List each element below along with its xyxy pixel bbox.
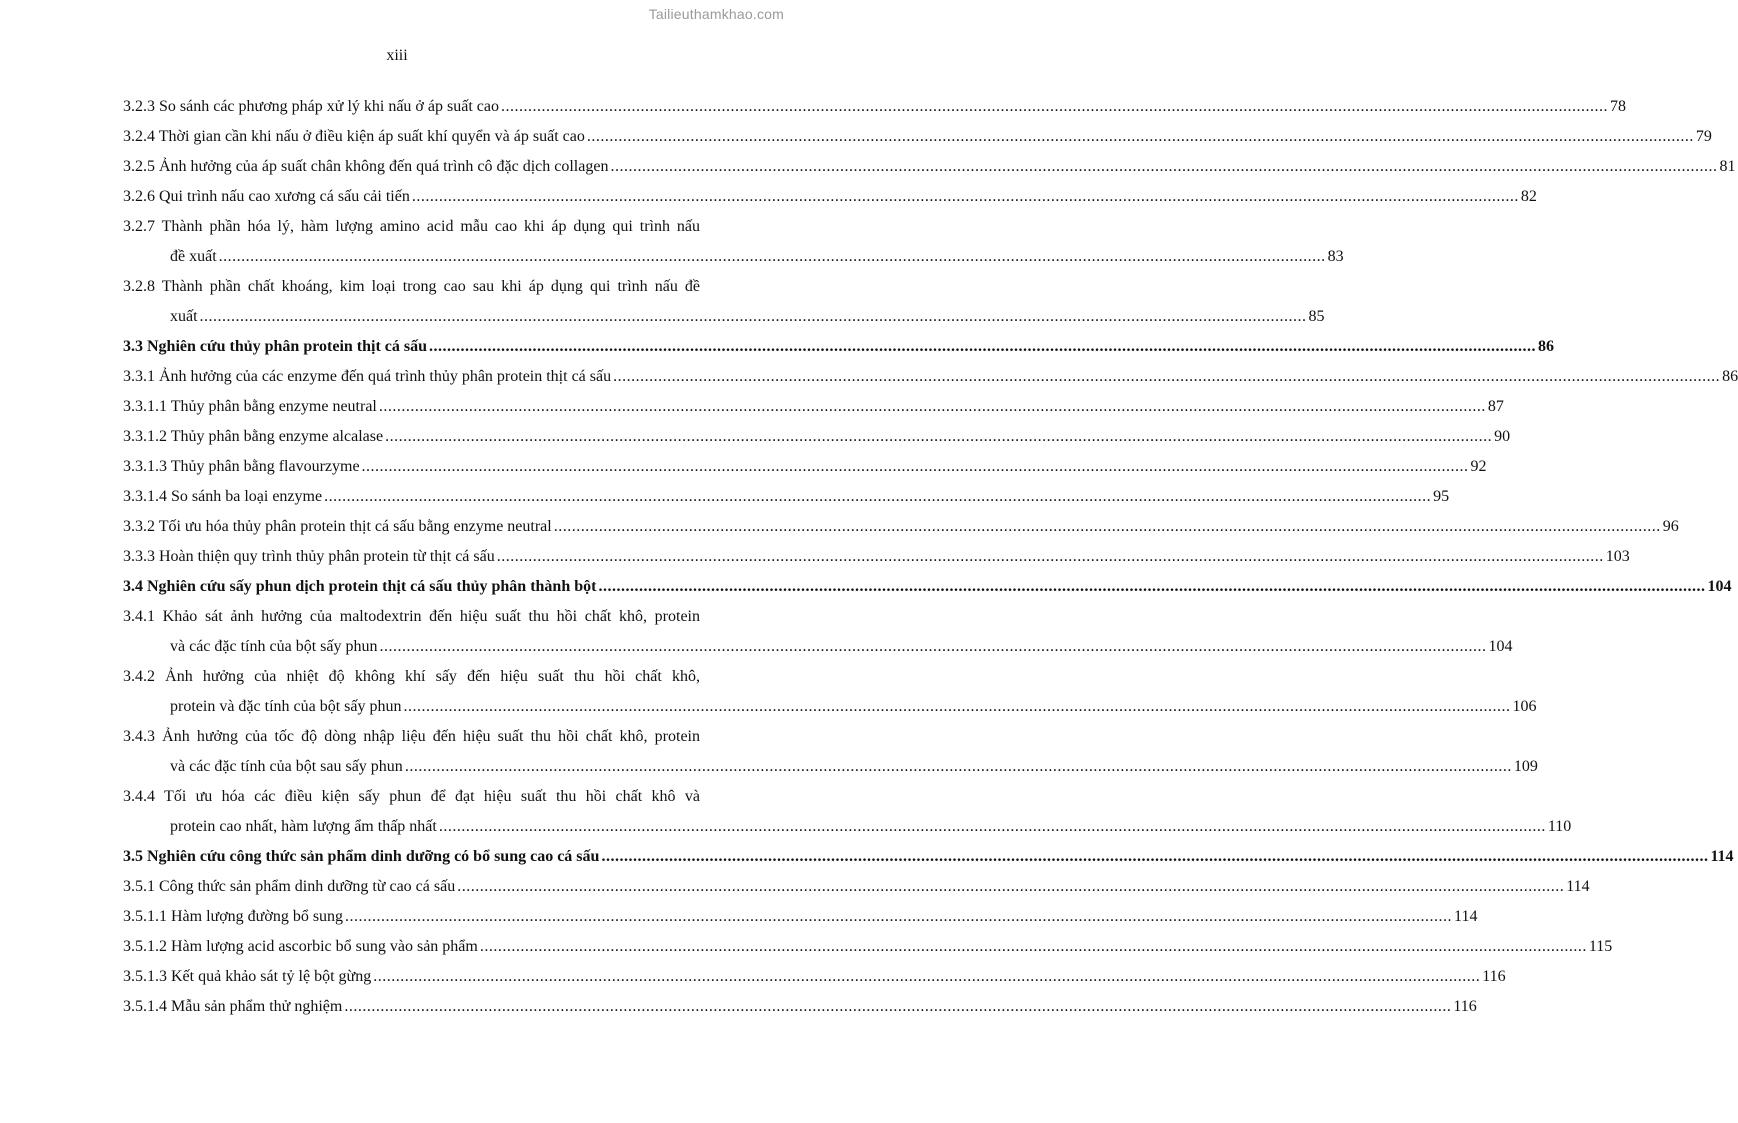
toc-entry-page: 87	[1487, 398, 1504, 415]
dot-leader	[497, 542, 1604, 572]
toc-entry-page: 104	[1707, 578, 1732, 595]
toc-entry[interactable]	[123, 962, 1506, 992]
toc-entry[interactable]	[123, 932, 1613, 962]
toc-entry-page: 79	[1695, 128, 1712, 145]
dot-leader	[501, 92, 1608, 122]
toc-entry-row	[123, 962, 1506, 992]
toc-entry-page: 114	[1710, 848, 1734, 865]
toc-entry-title: 3.5.1.1 Hàm lượng đường bổ sung	[123, 908, 344, 925]
toc-entry-title: protein và đặc tính của bột sấy phun	[170, 698, 402, 715]
toc-entry[interactable]	[123, 512, 1679, 542]
toc-entry-title: 3.3.2 Tối ưu hóa thủy phân protein thịt cá sấu bằng enzyme neutral	[123, 518, 552, 535]
toc-entry[interactable]	[123, 362, 1738, 392]
dot-leader	[598, 572, 1705, 602]
toc-entry[interactable]	[123, 392, 1504, 422]
toc-entry-page: 114	[1566, 878, 1590, 895]
toc-entry-row	[123, 992, 1477, 1022]
toc-entry-row	[123, 452, 1487, 482]
toc-entry-title: 3.5.1.2 Hàm lượng acid ascorbic bổ sung vào sản phẩm	[123, 938, 478, 955]
dot-leader	[613, 362, 1720, 392]
toc-entry[interactable]	[123, 602, 1513, 662]
toc-entry[interactable]	[123, 122, 1712, 152]
toc-entry-title-line1: 3.2.7 Thành phần hóa lý, hàm lượng amino acid mẫu cao khi áp dụng qui trình nấu	[123, 218, 700, 235]
toc-entry[interactable]	[123, 212, 1344, 272]
dot-leader	[200, 302, 1307, 332]
toc-entry-page: 106	[1512, 698, 1537, 715]
toc-entry-page: 78	[1609, 98, 1626, 115]
toc-entry-title: 3.5.1 Công thức sản phẩm dinh dưỡng từ cao cá sấu	[123, 878, 456, 895]
toc-entry-row	[123, 422, 1511, 452]
toc-entry-row	[123, 902, 1478, 932]
page-number: xiii	[386, 47, 408, 64]
dot-leader	[412, 182, 1519, 212]
toc-entry-row	[123, 842, 1734, 872]
toc-entry-title-line1: 3.4.3 Ảnh hưởng của tốc độ dòng nhập liệu đến hiệu suất thu hồi chất khô, protein	[123, 728, 700, 745]
dot-leader	[345, 902, 1452, 932]
toc-entry-page: 96	[1662, 518, 1679, 535]
toc-entry[interactable]	[123, 272, 1325, 332]
toc-entry-row	[123, 872, 1590, 902]
toc-entry-title: 3.2.6 Qui trình nấu cao xương cá sấu cải tiến	[123, 188, 410, 205]
dot-leader	[404, 692, 1511, 722]
dot-leader	[324, 482, 1431, 512]
dot-leader	[587, 122, 1694, 152]
dot-leader	[385, 422, 1492, 452]
dot-leader	[480, 932, 1587, 962]
toc-entry-row	[123, 92, 1626, 122]
toc-entry-title-line1: 3.4.1 Khảo sát ảnh hưởng của maltodextrin đến hiệu suất thu hồi chất khô, protein	[123, 608, 700, 625]
toc-entry[interactable]	[123, 542, 1630, 572]
toc-entry[interactable]	[123, 872, 1590, 902]
table-of-contents	[123, 92, 1738, 1022]
toc-entry-page: 110	[1547, 818, 1572, 835]
toc-entry-title: 3.3 Nghiên cứu thủy phân protein thịt cá sấu	[123, 338, 428, 355]
toc-entry-row	[123, 512, 1679, 542]
toc-entry-title: 3.5.1.4 Mẫu sản phẩm thử nghiệm	[123, 998, 343, 1015]
toc-entry-page: 114	[1454, 908, 1478, 925]
toc-entry-title-line1: 3.2.8 Thành phần chất khoáng, kim loại trong cao sau khi áp dụng qui trình nấu đề	[123, 278, 700, 295]
toc-entry-title: 3.5 Nghiên cứu công thức sản phẩm dinh dưỡng có bổ sung cao cá sấu	[123, 848, 600, 865]
toc-entry-page: 95	[1433, 488, 1450, 505]
toc-entry-title: protein cao nhất, hàm lượng ẩm thấp nhất	[170, 818, 437, 835]
dot-leader	[219, 242, 1326, 272]
toc-entry[interactable]	[123, 182, 1537, 212]
toc-entry-title: 3.2.4 Thời gian cần khi nấu ở điều kiện áp suất khí quyển và áp suất cao	[123, 128, 585, 145]
toc-entry-page: 116	[1453, 998, 1477, 1015]
dot-leader	[601, 842, 1708, 872]
toc-entry-row	[123, 302, 1325, 332]
toc-entry-page: 116	[1482, 968, 1506, 985]
toc-entry-title: xuất	[170, 308, 198, 325]
toc-entry-row	[123, 362, 1738, 392]
dot-leader	[379, 392, 1486, 422]
toc-entry-row	[123, 542, 1630, 572]
toc-entry-row	[123, 242, 1344, 272]
toc-entry[interactable]	[123, 842, 1734, 872]
toc-entry-title: 3.3.1.2 Thủy phân bằng enzyme alcalase	[123, 428, 384, 445]
toc-entry-page: 82	[1520, 188, 1537, 205]
toc-entry[interactable]	[123, 332, 1555, 362]
toc-entry-row	[123, 752, 1538, 782]
toc-entry-page: 81	[1719, 158, 1736, 175]
toc-entry[interactable]	[123, 782, 1572, 842]
toc-entry-title: 3.5.1.3 Kết quả khảo sát tỷ lệ bột gừng	[123, 968, 372, 985]
toc-entry-page: 115	[1588, 938, 1613, 955]
toc-entry-title: và các đặc tính của bột sau sấy phun	[170, 758, 403, 775]
toc-entry-row	[123, 572, 1732, 602]
toc-entry-row	[123, 182, 1537, 212]
toc-entry-title: 3.3.3 Hoàn thiện quy trình thủy phân protein từ thịt cá sấu	[123, 548, 495, 565]
dot-leader	[554, 512, 1661, 542]
dot-leader	[439, 812, 1546, 842]
toc-entry-row	[123, 812, 1572, 842]
toc-entry-page: 83	[1327, 248, 1344, 265]
toc-entry-row	[123, 332, 1555, 362]
toc-entry[interactable]	[123, 722, 1538, 782]
toc-entry-page: 86	[1722, 368, 1738, 385]
toc-entry[interactable]	[123, 572, 1732, 602]
dot-leader	[457, 872, 1564, 902]
toc-entry-page: 92	[1470, 458, 1487, 475]
toc-entry[interactable]	[123, 152, 1736, 182]
toc-entry-row	[123, 632, 1513, 662]
toc-entry-title: 3.3.1.3 Thủy phân bằng flavourzyme	[123, 458, 360, 475]
toc-entry-row	[123, 692, 1537, 722]
toc-entry-page: 86	[1538, 338, 1555, 355]
toc-entry-page: 85	[1308, 308, 1325, 325]
dot-leader	[344, 992, 1451, 1022]
toc-entry-title-line1: 3.4.4 Tối ưu hóa các điều kiện sấy phun để đạt hiệu suất thu hồi chất khô và	[123, 788, 700, 805]
dot-leader	[379, 632, 1486, 662]
toc-entry-title: đề xuất	[170, 248, 217, 265]
dot-leader	[373, 962, 1480, 992]
toc-entry-page: 103	[1605, 548, 1630, 565]
dot-leader	[610, 152, 1717, 182]
dot-leader	[405, 752, 1512, 782]
toc-entry[interactable]	[123, 662, 1537, 722]
toc-entry-title: 3.3.1 Ảnh hưởng của các enzyme đến quá trình thủy phân protein thịt cá sấu	[123, 368, 612, 385]
toc-entry[interactable]	[123, 452, 1487, 482]
toc-entry-title: 3.2.5 Ảnh hưởng của áp suất chân không đến quá trình cô đặc dịch collagen	[123, 158, 609, 175]
toc-entry-title: 3.3.1.1 Thủy phân bằng enzyme neutral	[123, 398, 377, 415]
watermark: Tailieuthamkhao.com	[648, 6, 784, 22]
toc-entry-row	[123, 932, 1613, 962]
toc-entry-title: 3.4 Nghiên cứu sấy phun dịch protein thịt cá sấu thủy phân thành bột	[123, 578, 597, 595]
toc-entry[interactable]	[123, 482, 1450, 512]
toc-entry[interactable]	[123, 422, 1511, 452]
toc-entry-row	[123, 392, 1504, 422]
toc-entry-row	[123, 482, 1450, 512]
toc-entry-page: 109	[1513, 758, 1538, 775]
toc-entry-row	[123, 122, 1712, 152]
dot-leader	[429, 332, 1536, 362]
toc-entry-title: và các đặc tính của bột sấy phun	[170, 638, 378, 655]
toc-entry[interactable]	[123, 992, 1477, 1022]
dot-leader	[362, 452, 1469, 482]
toc-entry-page: 90	[1494, 428, 1511, 445]
toc-entry-title: 3.2.3 So sánh các phương pháp xử lý khi nấu ở áp suất cao	[123, 98, 499, 115]
toc-entry-page: 104	[1488, 638, 1513, 655]
toc-entry-title-line1: 3.4.2 Ảnh hưởng của nhiệt độ không khí sấy đến hiệu suất thu hồi chất khô,	[123, 668, 700, 685]
toc-entry[interactable]	[123, 902, 1478, 932]
toc-entry-title: 3.3.1.4 So sánh ba loại enzyme	[123, 488, 323, 505]
toc-entry[interactable]	[123, 92, 1626, 122]
toc-entry-row	[123, 152, 1736, 182]
